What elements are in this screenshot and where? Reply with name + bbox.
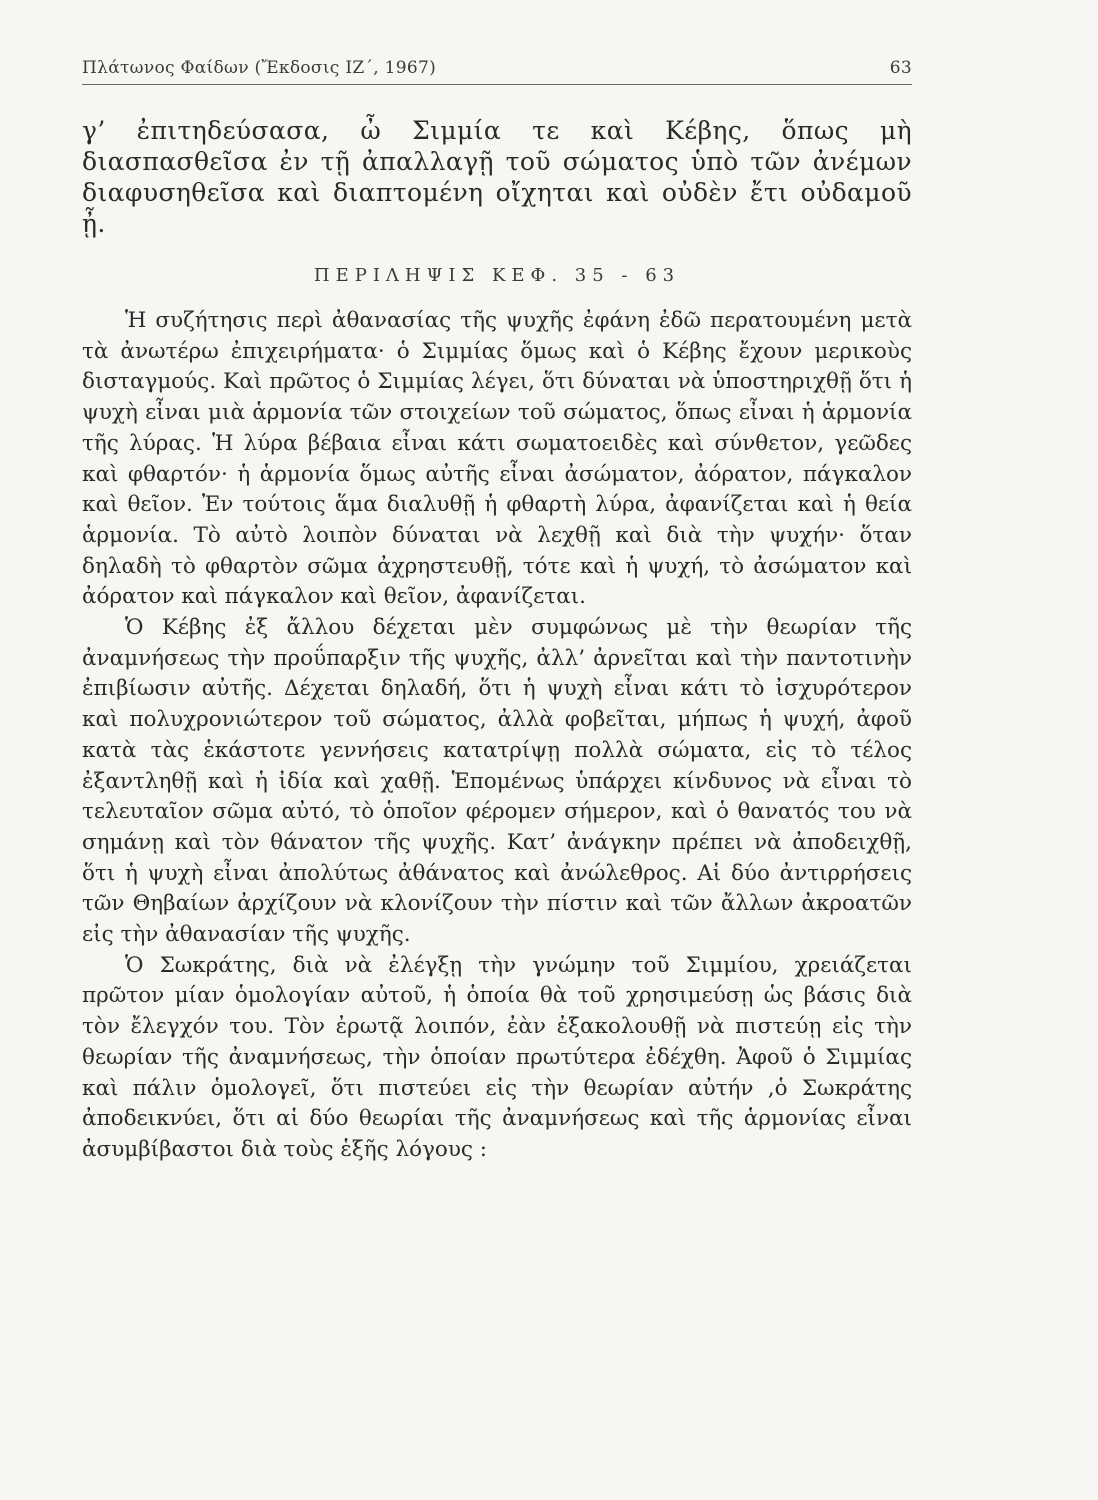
summary-paragraph: Ἡ συζήτησις περὶ ἀθανασίας τῆς ψυχῆς ἐφάνη ἐδῶ περατουμένη μετὰ τὰ ἀνωτέρω ἐπιχειρήματα· ὁ Σιμμίας ὅμως καὶ ὁ Κέβης ἔχουν μερικοὺς δισταγμούς. Καὶ πρῶτος ὁ Σιμμίας λέγει, ὅτι δύναται νὰ ὑποστηριχθῇ ὅτι ἡ ψυχὴ εἶναι μιὰ ἁρμονία τῶν στοιχείων τοῦ σώματος, ὅπως εἶναι ἡ ἁρμονία τῆς λύρας. Ἡ λύρα βέβαια εἶναι κάτι σωματοειδὲς καὶ σύνθετον, γεῶδες καὶ φθαρτόν· ἡ ἁρμονία ὅμως αὐτῆς εἶναι ἀσώματον, ἀόρατον, πάγκαλον καὶ θεῖον. Ἐν τούτοις ἅμα διαλυθῇ ἡ φθαρτὴ λύρα, ἀφανίζεται καὶ ἡ θεία ἁρμονία. Τὸ αὐτὸ λοιπὸν δύναται νὰ λεχθῇ καὶ διὰ τὴν ψυχήν· ὅταν δηλαδὴ τὸ φθαρτὸν σῶμα ἀχρηστευθῇ, τότε καὶ ἡ ψυχή, τὸ ἀσώματον καὶ ἀόρατον καὶ πάγκαλον καὶ θεῖον, ἀφανίζεται. [82, 308, 912, 610]
section-heading: ΠΕΡΙΛΗΨΙΣ ΚΕΦ. 35 - 63 [313, 265, 681, 286]
summary-body [82, 306, 912, 1166]
page-number: 63 [889, 58, 912, 78]
opening-paragraph: γ’ ἐπιτηδεύσασα, ὦ Σιμμία τε καὶ Κέβης, ὅπως μὴ διασπασθεῖσα ἐν τῇ ἀπαλλαγῇ τοῦ σώματος ὑπὸ τῶν ἀνέμων διαφυσηθεῖσα καὶ διαπτομένη οἴχηται καὶ οὐδὲν ἔτι οὐδαμοῦ ᾖ. [82, 116, 912, 238]
summary-paragraph: Ὁ Κέβης ἐξ ἄλλου δέχεται μὲν συμφώνως μὲ τὴν θεωρίαν τῆς ἀναμνήσεως τὴν προΰπαρξιν τῆς ψυχῆς, ἀλλ’ ἀρνεῖται καὶ τὴν παντοτινὴν ἐπιβίωσιν αὐτῆς. Δέχεται δηλαδή, ὅτι ἡ ψυχὴ εἶναι κάτι τὸ ἰσχυρότερον καὶ πολυχρονιώτερον τοῦ σώματος, ἀλλὰ φοβεῖται, μήπως ἡ ψυχή, ἀφοῦ κατὰ τὰς ἑκάστοτε γεννήσεις κατατρίψῃ πολλὰ σώματα, εἰς τὸ τέλος ἐξαντληθῇ καὶ ἡ ἰδία καὶ χαθῇ. Ἑπομένως ὑπάρχει κίνδυνος νὰ εἶναι τὸ τελευταῖον σῶμα αὐτό, τὸ ὁποῖον φέρομεν σήμερον, καὶ ὁ θανατός του νὰ σημάνῃ καὶ τὸν θάνατον τῆς ψυχῆς. Κατ’ ἀνάγκην πρέπει νὰ ἀποδειχθῇ, ὅτι ἡ ψυχὴ εἶναι ἀπολύτως ἀθάνατος καὶ ἀνώλεθρος. Αἱ δύο ἀντιρρήσεις τῶν Θηβαίων ἀρχίζουν νὰ κλονίζουν τὴν πίστιν καὶ τῶν ἄλλων ἀκροατῶν εἰς τὴν ἀθανασίαν τῆς ψυχῆς. [82, 615, 912, 948]
book-page [82, 58, 912, 1166]
running-header [82, 58, 912, 85]
header-title: Πλάτωνος Φαίδων (Ἔκδοσις ΙΖ΄, 1967) [82, 58, 437, 78]
summary-paragraph: Ὁ Σωκράτης, διὰ νὰ ἐλέγξῃ τὴν γνώμην τοῦ Σιμμίου, χρειάζεται πρῶτον μίαν ὁμολογίαν αὐτοῦ, ἡ ὁποία θὰ τοῦ χρησιμεύσῃ ὡς βάσις διὰ τὸν ἔλεγχόν του. Τὸν ἐρωτᾷ λοιπόν, ἐὰν ἐξακολουθῇ νὰ πιστεύῃ εἰς τὴν θεωρίαν τῆς ἀναμνήσεως, τὴν ὁποίαν πρωτύτερα ἐδέχθη. Ἀφοῦ ὁ Σιμμίας καὶ πάλιν ὁμολογεῖ, ὅτι πιστεύει εἰς τὴν θεωρίαν αὐτήν ,ὁ Σωκράτης ἀποδεικνύει, ὅτι αἱ δύο θεωρίαι τῆς ἀναμνήσεως καὶ τῆς ἁρμονίας εἶναι ἀσυμβίβαστοι διὰ τοὺς ἑξῆς λόγους : [82, 952, 912, 1162]
